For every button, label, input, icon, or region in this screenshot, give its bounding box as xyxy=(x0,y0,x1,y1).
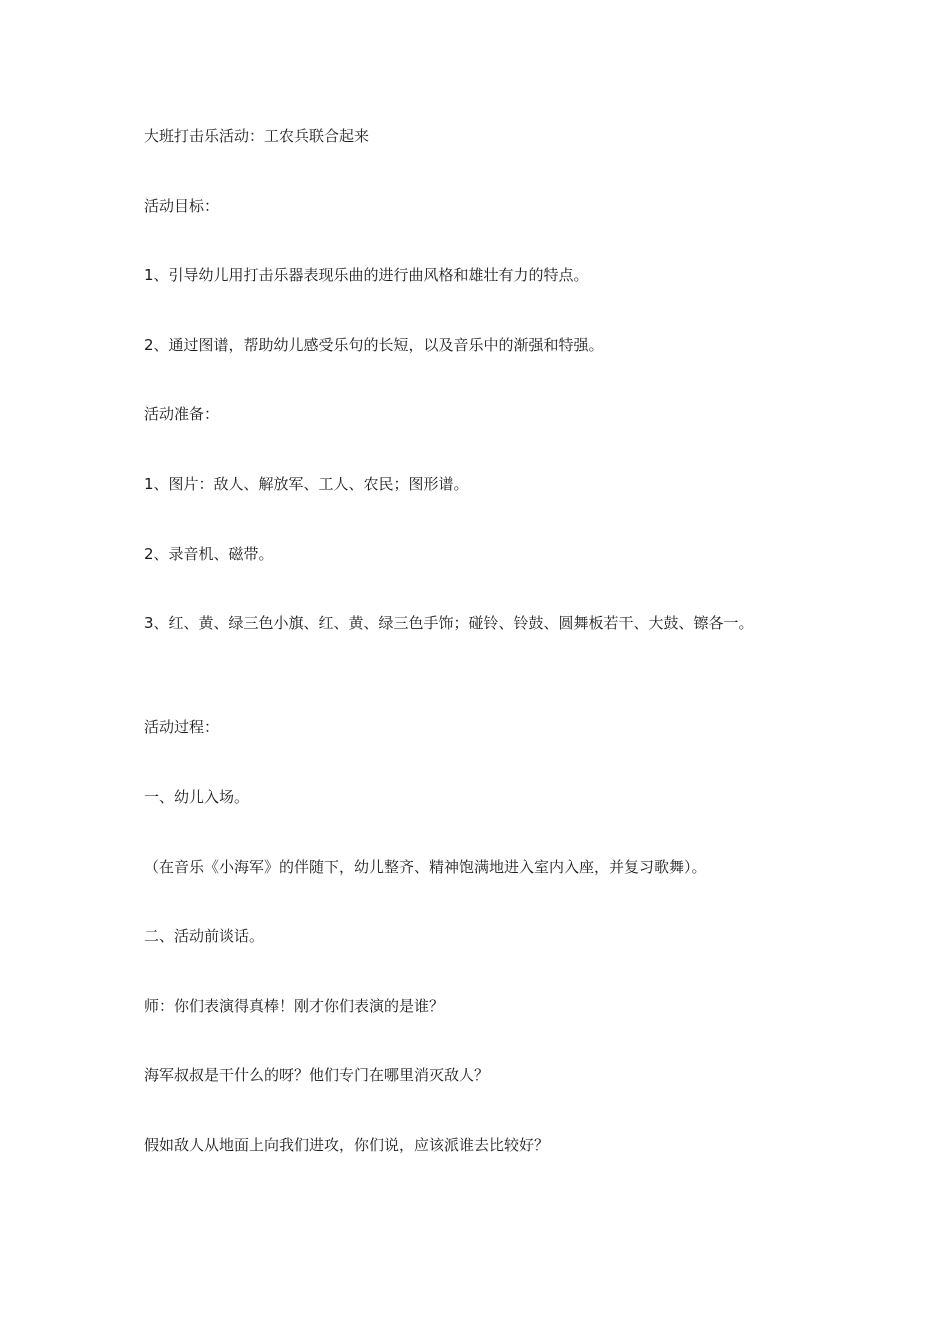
goal-item-2: 2、通过图谱，帮助幼儿感受乐句的长短，以及音乐中的渐强和特强。 xyxy=(144,336,604,354)
document-title: 大班打击乐活动：工农兵联合起来 xyxy=(144,127,370,145)
dialogue-line-3: 假如敌人从地面上向我们进攻，你们说，应该派谁去比较好？ xyxy=(144,1136,550,1154)
dialogue-line-2: 海军叔叔是干什么的呀？他们专门在哪里消灭敌人？ xyxy=(144,1066,490,1084)
section-heading-process: 活动过程： xyxy=(144,718,220,736)
preparation-item-3: 3、红、黄、绿三色小旗、红、黄、绿三色手饰；碰铃、铃鼓、圆舞板若干、大鼓、镲各一。 xyxy=(144,614,754,632)
process-step-1: 一、幼儿入场。 xyxy=(144,788,250,806)
preparation-item-1: 1、图片：敌人、解放军、工人、农民；图形谱。 xyxy=(144,475,469,493)
goal-item-1: 1、引导幼儿用打击乐器表现乐曲的进行曲风格和雄壮有力的特点。 xyxy=(144,266,589,284)
preparation-item-2: 2、录音机、磁带。 xyxy=(144,545,274,563)
section-heading-preparation: 活动准备： xyxy=(144,405,220,423)
section-heading-goals: 活动目标： xyxy=(144,197,220,215)
process-step-1-note: （在音乐《小海军》的伴随下，幼儿整齐、精神饱满地进入室内入座，并复习歌舞）。 xyxy=(144,858,707,876)
process-step-2: 二、活动前谈话。 xyxy=(144,927,265,945)
dialogue-line-1: 师：你们表演得真棒！刚才你们表演的是谁？ xyxy=(144,997,445,1015)
